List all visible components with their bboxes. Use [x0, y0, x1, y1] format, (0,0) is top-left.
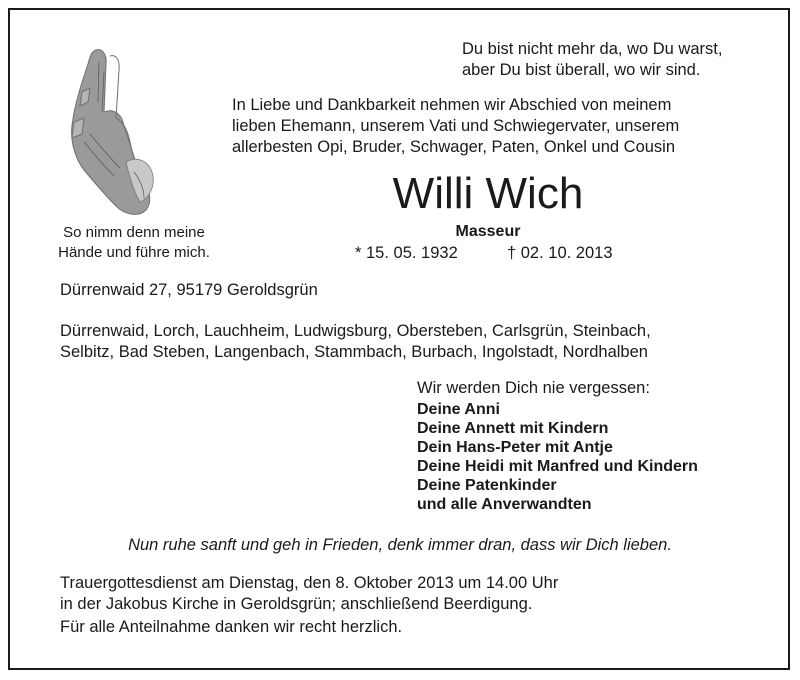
death-date: † 02. 10. 2013: [507, 244, 613, 262]
service-info: [60, 573, 558, 615]
places-line: Selbitz, Bad Steben, Langenbach, Stammbach, Burbach, Ingolstadt, Nordhalben: [60, 343, 648, 361]
profession: Masseur: [455, 223, 521, 240]
motto-line: aber Du bist überall, wo wir sind.: [462, 61, 701, 79]
address: Dürrenwaid 27, 95179 Geroldsgrün: [60, 281, 318, 299]
caption-line: So nimm denn meine: [63, 224, 205, 241]
farewell-line: Nun ruhe sanft und geh in Frieden, denk immer dran, dass wir Dich lieben.: [128, 536, 672, 554]
mourner: und alle Anverwandten: [417, 496, 592, 513]
places-line: Dürrenwaid, Lorch, Lauchheim, Ludwigsburg, Obersteben, Carlsgrün, Steinbach,: [60, 322, 651, 340]
intro-text: [232, 95, 679, 158]
service-line: in der Jakobus Kirche in Geroldsgrün; anschließend Beerdigung.: [60, 595, 533, 613]
intro-line: allerbesten Opi, Bruder, Schwager, Paten, Onkel und Cousin: [232, 138, 676, 156]
intro-line: lieben Ehemann, unserem Vati und Schwiegervater, unserem: [232, 117, 680, 135]
mourner: Deine Heidi mit Manfred und Kindern: [417, 458, 698, 475]
deceased-name-block: [0, 168, 800, 220]
mourners-list: [417, 400, 698, 514]
motto-quote: [462, 39, 722, 81]
service-line: Trauergottesdienst am Dienstag, den 8. Oktober 2013 um 14.00 Uhr: [60, 574, 559, 592]
deceased-name: Willi Wich: [392, 169, 584, 218]
forget-line: Wir werden Dich nie vergessen:: [417, 379, 650, 397]
mourner: Deine Patenkinder: [417, 477, 557, 494]
caption-line: Hände und führe mich.: [58, 244, 210, 261]
motto-line: Du bist nicht mehr da, wo Du warst,: [462, 40, 723, 58]
mourner: Dein Hans-Peter mit Antje: [417, 439, 613, 456]
mourner: Deine Annett mit Kindern: [417, 420, 609, 437]
intro-line: In Liebe und Dankbarkeit nehmen wir Abschied von meinem: [232, 96, 672, 114]
places-list: [60, 321, 651, 363]
thanks-line: Für alle Anteilnahme danken wir recht herzlich.: [60, 618, 403, 636]
mourner: Deine Anni: [417, 401, 500, 418]
birth-date: * 15. 05. 1932: [355, 244, 458, 262]
hands-caption: [36, 223, 232, 263]
